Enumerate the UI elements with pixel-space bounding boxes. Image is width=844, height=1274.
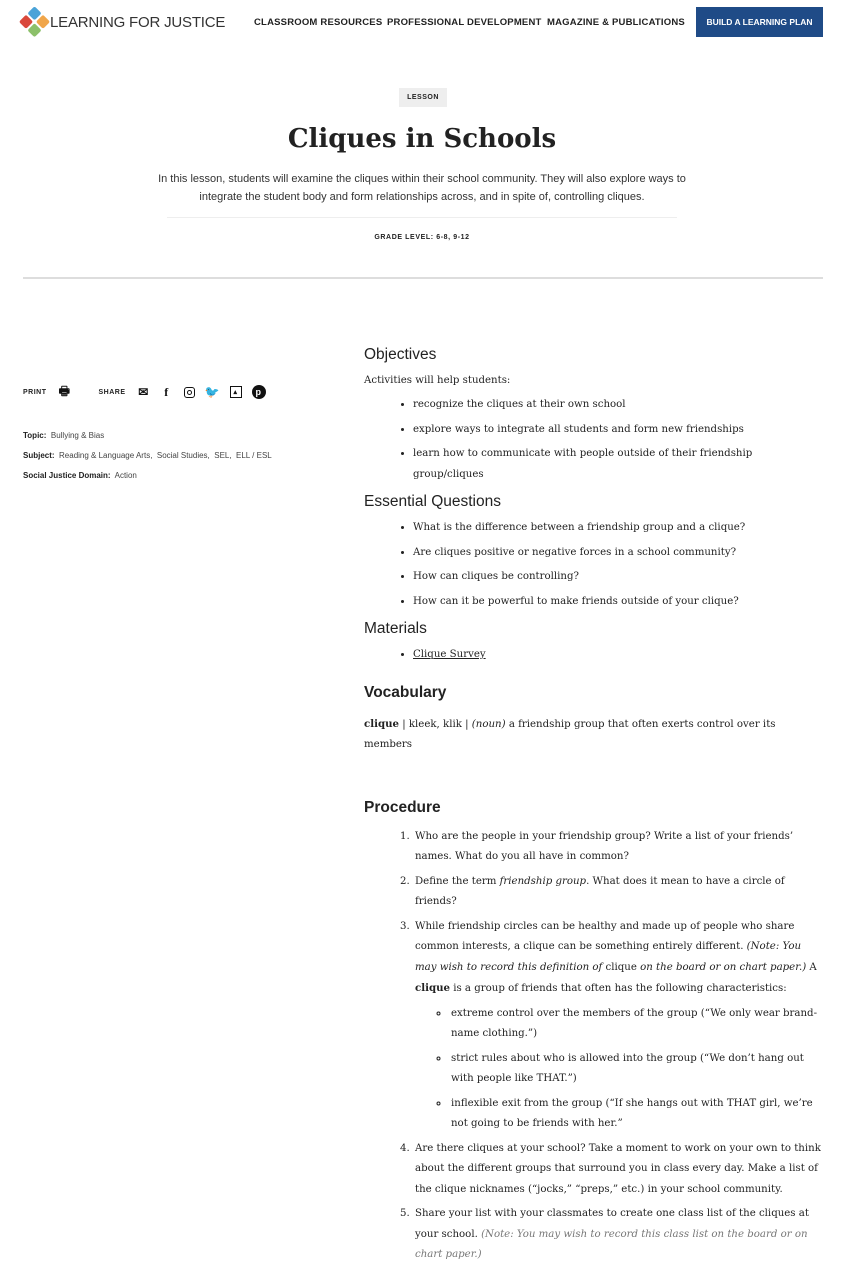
site-header xyxy=(0,0,844,46)
section-divider xyxy=(23,277,823,279)
objectives-heading: Objectives xyxy=(364,346,437,363)
lesson-badge: LESSON xyxy=(399,88,447,107)
vocab-part-of-speech: (noun) xyxy=(471,718,506,730)
list-item: • explore ways to integrate all students and form new friendships xyxy=(413,420,824,441)
list-item: ◦ extreme control over the members of the group (“We only wear brand-name clothing.”) xyxy=(449,1004,824,1045)
materials-list xyxy=(364,645,824,666)
procedure-step: 4. Are there cliques at your school? Take a moment to work on your own to think about the different groups that surround you in class every day. Make a list of the clique nicknames (“jocks,” “preps,” etc.) in your school community. xyxy=(413,1139,824,1201)
procedure-step xyxy=(413,917,824,1135)
nav-professional-development[interactable]: PROFESSIONAL DEVELOPMENT xyxy=(387,17,542,28)
vocabulary-entry xyxy=(364,714,824,755)
vocab-definition: a friendship group that often exerts control over its members xyxy=(364,718,776,750)
nav-magazine-publications[interactable]: MAGAZINE & PUBLICATIONS xyxy=(547,17,685,28)
vocab-pronunciation: | kleek, klik | xyxy=(398,718,472,730)
list-item: • learn how to communicate with people outside of their friendship group/cliques xyxy=(413,444,824,485)
email-icon[interactable]: ✉ xyxy=(138,385,149,399)
text: . What does it mean to have a circle of friends? xyxy=(415,875,785,907)
text: While friendship circles can be healthy and made up of people who share common interests, a clique can be something entirely different. xyxy=(415,920,795,952)
print-icon[interactable]: 🖶 xyxy=(58,383,71,398)
text: A xyxy=(806,961,817,973)
note: (Note: You may wish to record this definition of xyxy=(415,941,802,973)
topic-label: Topic: xyxy=(23,431,47,440)
domain-value[interactable]: Action xyxy=(114,471,137,480)
instagram-icon[interactable] xyxy=(183,385,197,399)
lesson-intro: In this lesson, students will examine the cliques within their school community. They will also explore ways to integrate the student body and form relationships across, and in spite of, controlling cliques. xyxy=(158,173,686,203)
text: Share your list with your classmates to create one class list of the cliques at your school. xyxy=(415,1208,809,1240)
list-item: • Are cliques positive or negative forces in a school community? xyxy=(413,543,824,564)
objectives-list xyxy=(364,395,824,485)
list-item: ◦ inflexible exit from the group (“If she hangs out with THAT girl, we’re not going to be friends with her.” xyxy=(449,1094,824,1135)
divider xyxy=(167,217,677,218)
twitter-icon[interactable]: 🐦 xyxy=(204,385,221,399)
questions-list xyxy=(364,518,824,612)
text: Define the term xyxy=(415,875,500,887)
nav-classroom-resources[interactable]: CLASSROOM RESOURCES xyxy=(254,17,383,28)
logo[interactable] xyxy=(23,11,225,34)
lesson-content xyxy=(364,346,824,1270)
pinterest-icon[interactable]: p xyxy=(252,385,266,399)
topic-value[interactable]: Bullying & Bias xyxy=(50,431,105,440)
list-item: • What is the difference between a friendship group and a clique? xyxy=(413,518,824,539)
subject-value[interactable]: Reading & Language Arts, Social Studies, SEL, ELL / ESL xyxy=(59,451,272,460)
note: (Note: You may wish to record this class list on the board or on chart paper.) xyxy=(415,1228,808,1260)
characteristics-list xyxy=(415,1004,824,1135)
google-classroom-icon[interactable]: ▴ xyxy=(229,385,243,399)
list-item: ◦ strict rules about who is allowed into the group (“We don’t hang out with people like THAT.”) xyxy=(449,1049,824,1090)
logo-icon xyxy=(18,6,51,39)
essential-questions-heading: Essential Questions xyxy=(364,493,501,510)
grade-level: GRADE LEVEL: 6-8, 9-12 xyxy=(374,234,470,241)
procedure-step xyxy=(413,1204,824,1266)
share-label: SHARE xyxy=(98,388,126,396)
note: on the board or on chart paper.) xyxy=(636,961,807,973)
print-label: PRINT xyxy=(23,388,47,396)
text: clique xyxy=(415,982,450,994)
subject-label: Subject: xyxy=(23,451,55,460)
logo-text: LEARNING FOR JUSTICE xyxy=(50,14,226,31)
procedure-list xyxy=(364,827,824,1266)
text: is a group of friends that often has the following characteristics: xyxy=(449,983,787,994)
procedure-heading: Procedure xyxy=(364,798,441,816)
list-item: • How can it be powerful to make friends outside of your clique? xyxy=(413,592,824,613)
text: friendship group xyxy=(499,875,587,887)
vocabulary-heading: Vocabulary xyxy=(364,683,447,701)
build-learning-plan-button[interactable]: BUILD A LEARNING PLAN xyxy=(696,7,823,37)
objectives-lead: Activities will help students: xyxy=(364,375,511,386)
list-item: • How can cliques be controlling? xyxy=(413,567,824,588)
vocab-term: clique xyxy=(364,717,399,730)
facebook-icon[interactable]: f xyxy=(164,384,169,399)
text: clique xyxy=(605,961,637,973)
domain-label: Social Justice Domain: xyxy=(23,471,111,480)
clique-survey-link[interactable]: Clique Survey xyxy=(413,649,486,660)
page-title: Cliques in Schools xyxy=(287,124,557,154)
sidebar xyxy=(23,385,283,484)
procedure-step: 1. Who are the people in your friendship group? Write a list of your friends’ names. What do you all have in common? xyxy=(413,827,824,868)
materials-heading: Materials xyxy=(364,620,427,637)
procedure-step xyxy=(413,872,824,913)
list-item: • recognize the cliques at their own school xyxy=(413,395,824,416)
